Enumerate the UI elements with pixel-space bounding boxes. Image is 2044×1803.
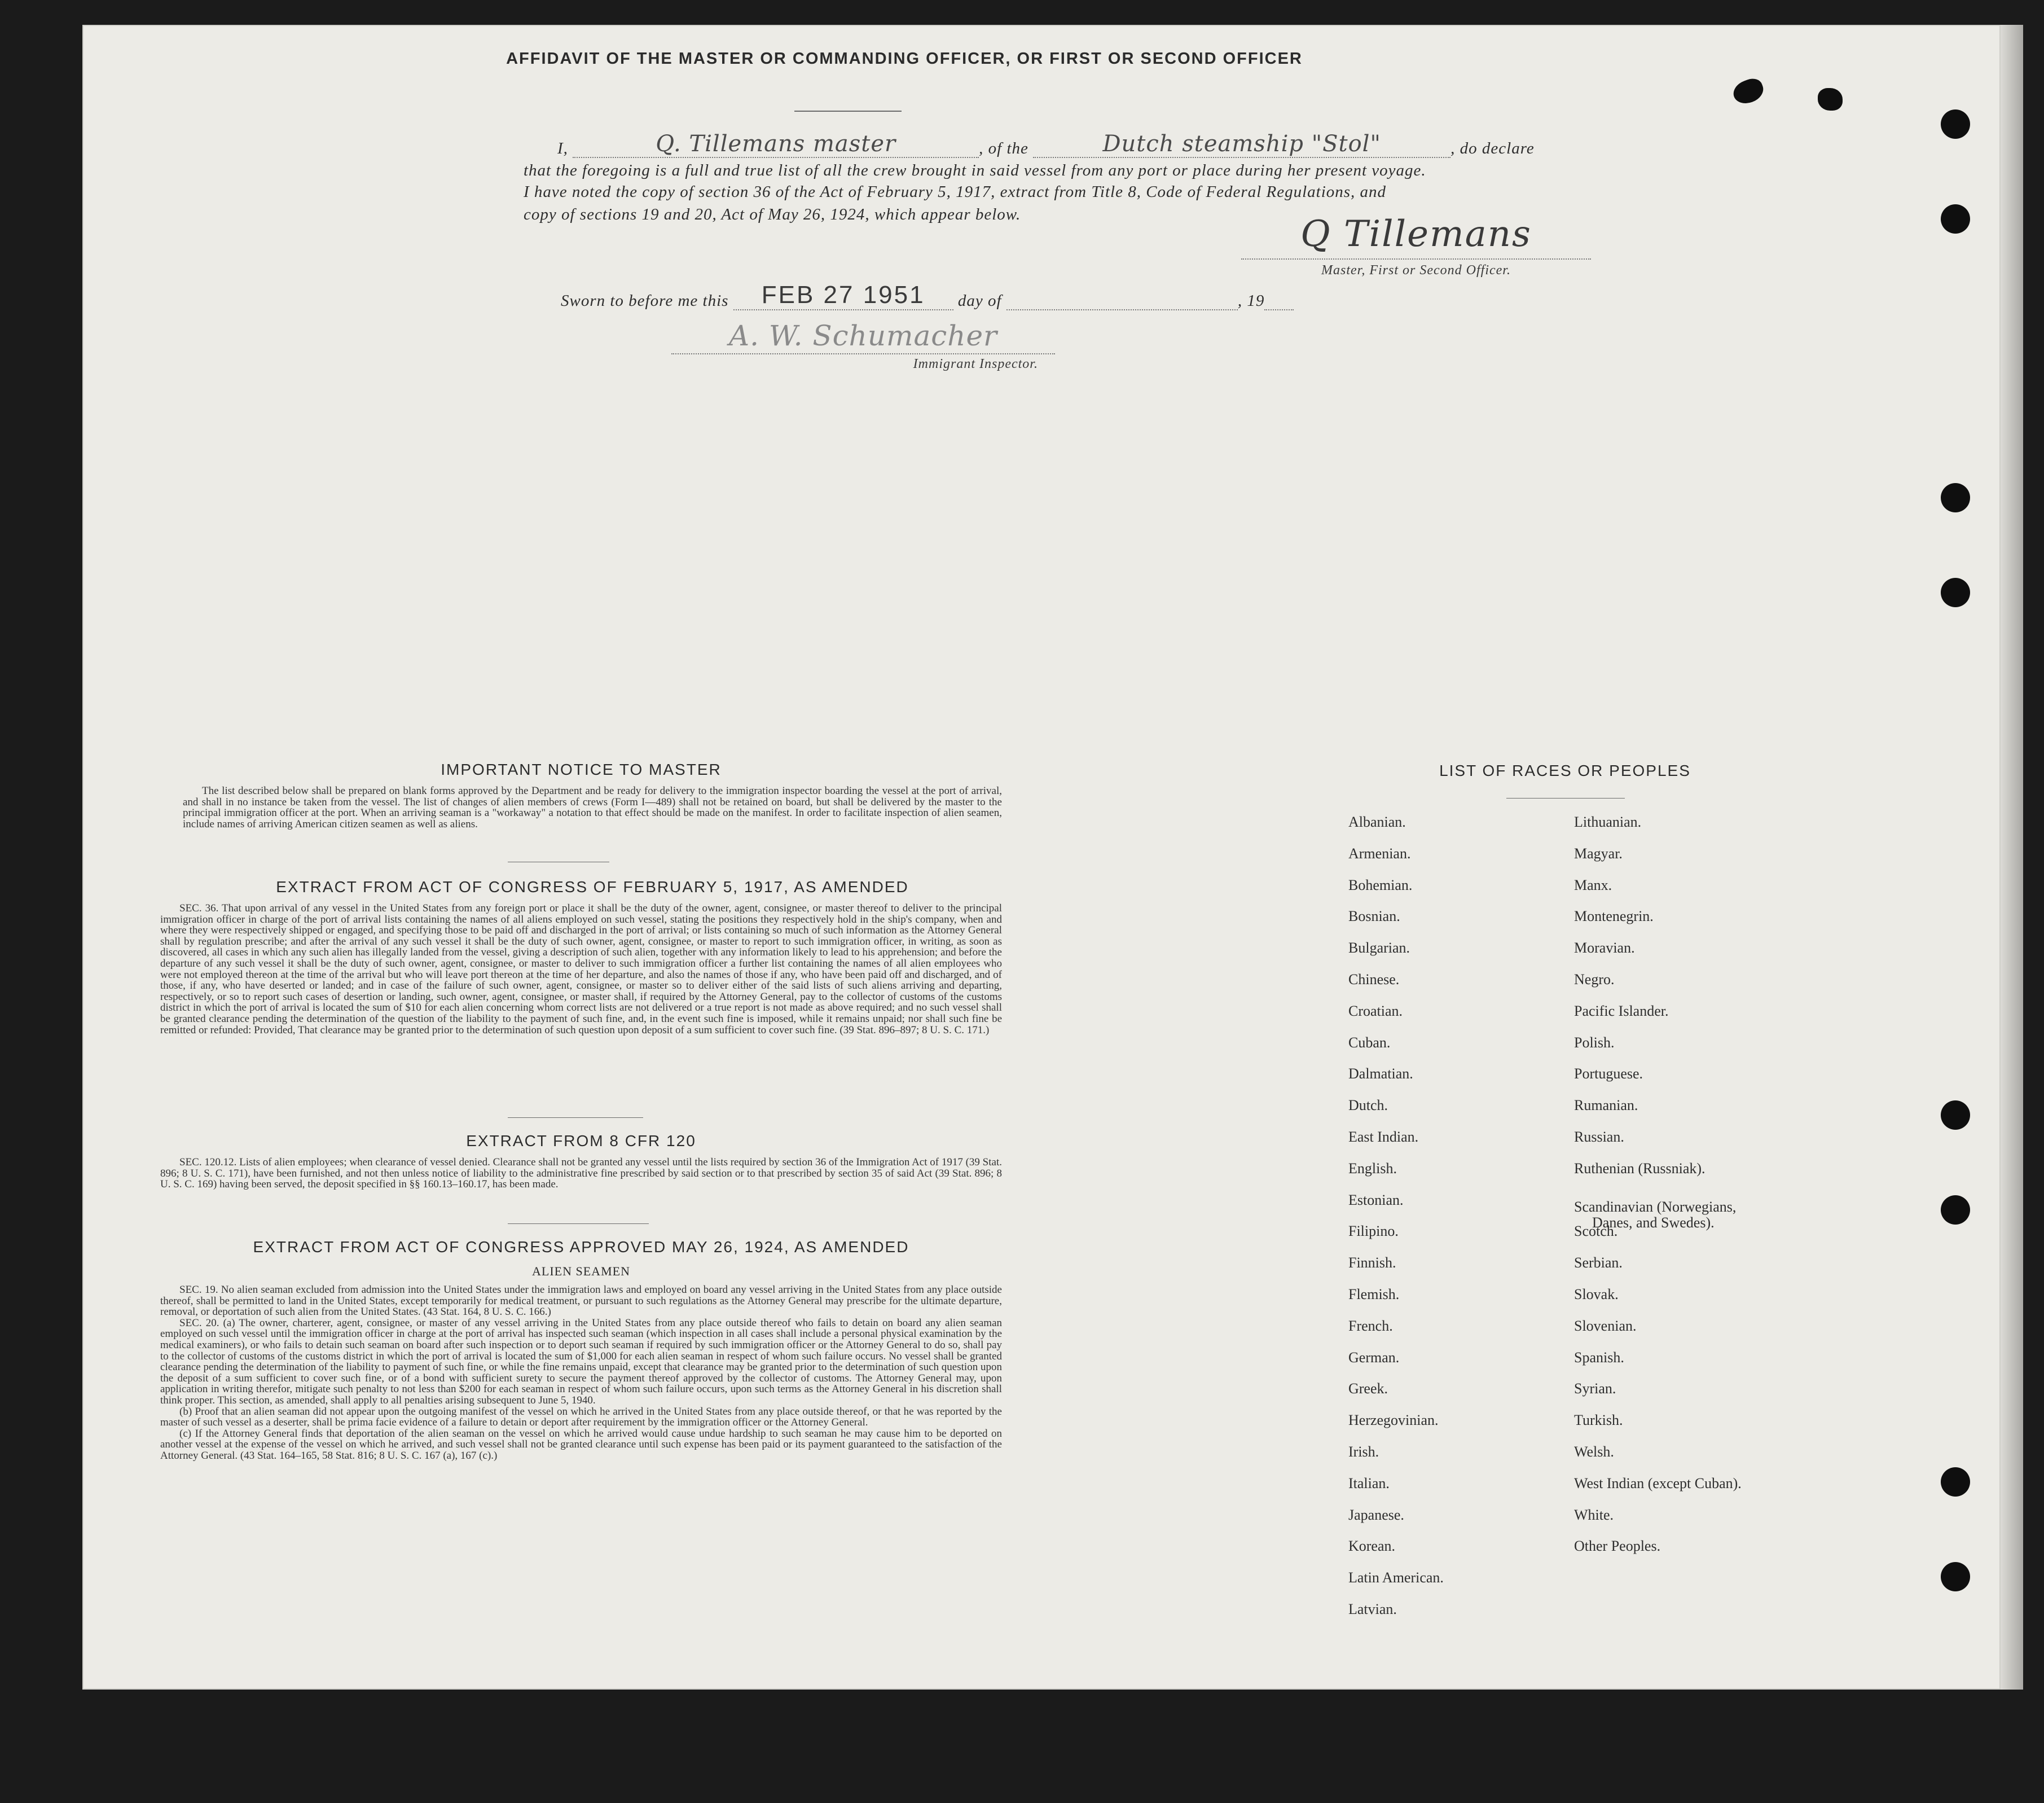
extract-1917-body xyxy=(160,903,1002,1036)
race-item: Herzegovinian. xyxy=(1348,1412,1439,1429)
race-item: Japanese. xyxy=(1348,1506,1404,1523)
extract-cfr-body xyxy=(160,1157,1002,1190)
race-item: Manx. xyxy=(1574,876,1612,893)
master-name-handwritten: Q. Tillemans master xyxy=(656,131,896,157)
affidavit-line-4: copy of sections 19 and 20, Act of May 26, 1924, which appear below. xyxy=(524,205,1021,223)
race-item: Russian. xyxy=(1574,1129,1624,1145)
race-item: Syrian. xyxy=(1574,1380,1616,1397)
race-item: Bulgarian. xyxy=(1348,940,1410,957)
race-item: Greek. xyxy=(1348,1380,1388,1397)
affidavit-title: AFFIDAVIT OF THE MASTER OR COMMANDING OFFICER, OR FIRST OR SECOND OFFICER xyxy=(506,50,1303,68)
race-item: Polish. xyxy=(1574,1034,1615,1051)
race-item: Italian. xyxy=(1348,1475,1390,1491)
race-item: Scotch. xyxy=(1574,1223,1618,1240)
sworn-date-field xyxy=(733,281,953,310)
divider xyxy=(1506,798,1625,799)
race-item: Bosnian. xyxy=(1348,908,1400,925)
ink-blot xyxy=(1818,88,1843,111)
sworn-prefix: Sworn to before me this xyxy=(561,292,729,310)
year-prefix: , 19 xyxy=(1237,292,1265,310)
race-item: Latvian. xyxy=(1348,1601,1397,1617)
race-item: Rumanian. xyxy=(1574,1097,1638,1114)
notice-title: IMPORTANT NOTICE TO MASTER xyxy=(441,761,722,778)
race-item: German. xyxy=(1348,1349,1400,1366)
binder-hole xyxy=(1941,1562,1970,1591)
extract-1917-paragraph: SEC. 36. That upon arrival of any vessel in the United States from any foreign port or place it shall be the duty of the owner, agent, consignee, or master thereof to deliver to the principal immigration officer in charge of the port of arrival lists containing the names of all aliens employed on such vessel, stating the positions they respectively hold in the ship's company, when and where they were respectively shipped or engaged, and specifying those to be paid off and discharged in the port of arrival; or lists containing so much of such information as the Attorney General shall by regulation prescribe; and after the arrival of any such vessel it shall be the duty of such owner, agent, consignee, or master to report to such immigration officer, in writing, as soon as discovered, all cases in which any such alien has illegally landed from the vessel, giving a description of such alien, together with any information likely to lead to his apprehension; and before the departure of any such vessel it shall be the duty of such owner, agent, consignee, or master to deliver to such immigration officer a further list containing the names of all alien employees who were not employed thereon at the time of the arrival but who will leave port thereon at the time of her departure, and also the names of those if any, who have been paid off and discharged, and of those, if any, who have deserted or landed; and in case of the failure of such owner, agent, consignee, or master so to deliver either of the said lists of such aliens arriving and departing, respectively, or so to report such cases of desertion or landing, such owner, agent, consignee, or master shall, if required by the Attorney General, pay to the collector of customs of the customs district in which the port of arrival is located the sum of $10 for each alien concerning whom correct lists are not delivered or a true report is not made as above required; and no such vessel shall be granted clearance pending the determination of the question of the liability to the payment of such fine, and, in the event such fine is imposed, while it remains unpaid; nor shall such fine be remitted or refunded: Provided, That clearance may be granted prior to the determination of such question upon deposit of a sum sufficient to cover such fine. (39 Stat. 896–897; 8 U. S. C. 171.) xyxy=(160,902,1002,1036)
extract-1924-paragraph: (b) Proof that an alien seaman did not appear upon the outgoing manifest of the vessel on which he arrived in the United States from any place outside thereof, or that he was reported by the master of such vessel as a deserter, shall be prima facie evidence of a failure to detain or deport after requirement by the immigration officer or the Attorney General. xyxy=(160,1405,1002,1429)
inspector-signature: A. W. Schumacher xyxy=(671,319,1055,354)
race-item: Albanian. xyxy=(1348,814,1406,830)
binder-hole xyxy=(1941,1467,1970,1497)
race-item: Bohemian. xyxy=(1348,876,1413,893)
binder-hole xyxy=(1941,204,1970,234)
binder-hole xyxy=(1941,1100,1970,1130)
inspector-caption: Immigrant Inspector. xyxy=(913,357,1038,371)
race-item: Moravian. xyxy=(1574,940,1635,957)
extract-1924-paragraph: (c) If the Attorney General finds that deportation of the alien seaman on the vessel on which he arrived would cause undue hardship to such seaman he may cause him to be deported on another vessel at the expense of the vessel on which he arrived, and such vessel shall not be granted clearance until such expense has been paid or its payment guaranteed to the satisfaction of the Attorney General. (43 Stat. 164–165, 58 Stat. 816; 8 U. S. C. 167 (a), 167 (c).) xyxy=(160,1427,1002,1462)
binder-hole xyxy=(1941,109,1970,139)
race-item: Lithuanian. xyxy=(1574,814,1642,830)
race-item: Irish. xyxy=(1348,1444,1379,1460)
race-item: Croatian. xyxy=(1348,1002,1403,1019)
extract-1924-body xyxy=(160,1284,1002,1462)
day-of-label: day of xyxy=(957,292,1002,310)
race-item: Slovenian. xyxy=(1574,1317,1637,1334)
races-title: LIST OF RACES OR PEOPLES xyxy=(1439,762,1691,779)
race-item: English. xyxy=(1348,1160,1397,1177)
race-item: Cuban. xyxy=(1348,1034,1391,1051)
of-the-label: , of the xyxy=(979,139,1028,157)
race-item: Welsh. xyxy=(1574,1444,1614,1460)
sworn-line xyxy=(561,281,1294,310)
race-item: White. xyxy=(1574,1506,1614,1523)
extract-cfr-paragraph: SEC. 120.12. Lists of alien employees; when clearance of vessel denied. Clearance shall not be granted any vessel until the lists required by section 36 of the Immigration Act of 1917 (39 Stat. 896; 8 U. S. C. 171), have been furnished, and not then unless notice of liability to the administrative fine prescribed by said section or to that prescribed by section 35 of said Act (39 Stat. 896; 8 U. S. C. 169) having been served, the deposit specified in §§ 160.13–160.17, has been made. xyxy=(160,1156,1002,1191)
inspector-signature-block xyxy=(671,319,1055,372)
vessel-field xyxy=(1033,131,1450,158)
race-item: Korean. xyxy=(1348,1538,1396,1555)
notice-paragraph: The list described below shall be prepared on blank forms approved by the Department and be ready for delivery to the immigration inspector boarding the vessel at the port of arrival, and shall in no instance be taken from the vessel. The list of changes of alien members of crews (Form I—489) shall not be retained on board, but shall be delivered by the master to the principal immigration officer at the port. When an arriving seaman is a "workaway" a notation to that effect should be made on the manifest. In order to facilitate inspection of alien seamen, include names of arriving American citizen seamen as well as aliens. xyxy=(183,785,1002,830)
race-item: Slovak. xyxy=(1574,1286,1619,1302)
affidavit-line-3: I have noted the copy of section 36 of the Act of February 5, 1917, extract from Title 8, Code of Federal Regulations, and xyxy=(524,183,1387,201)
extract-1924-paragraph: SEC. 19. No alien seaman excluded from admission into the United States under the immigration laws and employed on board any vessel arriving in the United States from any place outside thereof, shall be permitted to land in the United States, except temporarily for medical treatment, or pursuant to such regulations as the Attorney General may prescribe for the ultimate departure, removal, or deportation of such alien from the United States. (43 Stat. 164, 8 U. S. C. 166.) xyxy=(160,1284,1002,1318)
race-item: West Indian (except Cuban). xyxy=(1574,1475,1742,1491)
race-item: Chinese. xyxy=(1348,971,1400,988)
race-item: Magyar. xyxy=(1574,845,1623,862)
race-item: Estonian. xyxy=(1348,1191,1404,1208)
officer-signature-block xyxy=(1241,213,1591,278)
binder-hole xyxy=(1941,1195,1970,1225)
extract-1924-title: EXTRACT FROM ACT OF CONGRESS APPROVED MAY 26, 1924, AS AMENDED xyxy=(253,1238,909,1256)
scan-edge xyxy=(2001,25,2023,1690)
race-item: Filipino. xyxy=(1348,1223,1399,1240)
affidavit-line-2: that the foregoing is a full and true list of all the crew brought in said vessel from any port or place during her present voyage. xyxy=(524,161,1426,179)
race-item: Pacific Islander. xyxy=(1574,1002,1669,1019)
affidavit-line-1 xyxy=(557,131,1535,158)
race-item: Dutch. xyxy=(1348,1097,1388,1114)
master-name-field xyxy=(573,131,979,158)
race-item: Montenegrin. xyxy=(1574,908,1654,925)
extract-1924-paragraph: SEC. 20. (a) The owner, charterer, agent, consignee, or master of any vessel arriving in the United States from any place outside thereof who fails to detain on board any alien seaman employed on such vessel until the immigration officer in charge at the port of arrival has inspected such seaman (which inspection in all cases shall include a personal physical examination by the medical examiners), or who fails to detain such seaman on board after such inspection or to deport such seaman if required by such immigration officer or the Attorney General to do so, shall pay to the collector of customs of the customs district in which the port of arrival is located the sum of $1,000 for each alien seaman in respect of whom such failure occurs. No vessel shall be granted clearance pending the determination of the liability to payment of such fine, or while the fine remains unpaid, except that clearance may be granted prior to the determination of such question upon the deposit of a sum sufficient to cover such fine, or of a bond with sufficient surety to secure the payment thereof approved by the collector of customs. The Attorney General may, upon application in writing therefor, mitigate such penalty to not less than $200 for each seaman in respect of whom such failure occurs, upon such terms as the Attorney General in his discretion shall think proper. This section, as amended, shall apply to all penalties arising subsequent to June 5, 1940. xyxy=(160,1317,1002,1406)
binder-hole xyxy=(1941,483,1970,512)
race-item: Portuguese. xyxy=(1574,1065,1643,1082)
do-declare-label: , do declare xyxy=(1450,139,1535,157)
divider xyxy=(508,1223,649,1224)
race-item: Other Peoples. xyxy=(1574,1538,1661,1555)
race-item: Spanish. xyxy=(1574,1349,1624,1366)
race-item: Latin American. xyxy=(1348,1569,1444,1586)
date-stamp: FEB 27 1951 xyxy=(761,281,925,309)
notice-body xyxy=(183,786,1002,830)
i-prefix: I, xyxy=(557,139,568,157)
binder-hole xyxy=(1941,578,1970,607)
extract-cfr-title: EXTRACT FROM 8 CFR 120 xyxy=(466,1132,696,1150)
race-item: Danes, and Swedes). xyxy=(1592,1214,1715,1231)
race-item: Dalmatian. xyxy=(1348,1065,1413,1082)
race-item: Serbian. xyxy=(1574,1254,1623,1271)
month-field xyxy=(1006,291,1238,310)
alien-seamen-subtitle: ALIEN SEAMEN xyxy=(532,1264,630,1278)
race-item: Scandinavian (Norwegians, xyxy=(1574,1198,1737,1215)
year-field xyxy=(1264,291,1294,310)
race-item: Armenian. xyxy=(1348,845,1411,862)
race-item: Finnish. xyxy=(1348,1254,1396,1271)
race-item: East Indian. xyxy=(1348,1129,1419,1145)
race-item: French. xyxy=(1348,1317,1393,1334)
officer-caption: Master, First or Second Officer. xyxy=(1321,263,1511,278)
vessel-handwritten: Dutch steamship "Stol" xyxy=(1102,131,1381,157)
divider xyxy=(508,1117,643,1118)
officer-signature: Q Tillemans xyxy=(1241,213,1591,260)
race-item: Negro. xyxy=(1574,971,1615,988)
title-divider xyxy=(794,111,902,112)
race-item: Turkish. xyxy=(1574,1412,1623,1429)
race-item: Flemish. xyxy=(1348,1286,1400,1302)
race-item: Ruthenian (Russniak). xyxy=(1574,1160,1705,1177)
extract-1917-title: EXTRACT FROM ACT OF CONGRESS OF FEBRUARY 5, 1917, AS AMENDED xyxy=(276,878,909,896)
